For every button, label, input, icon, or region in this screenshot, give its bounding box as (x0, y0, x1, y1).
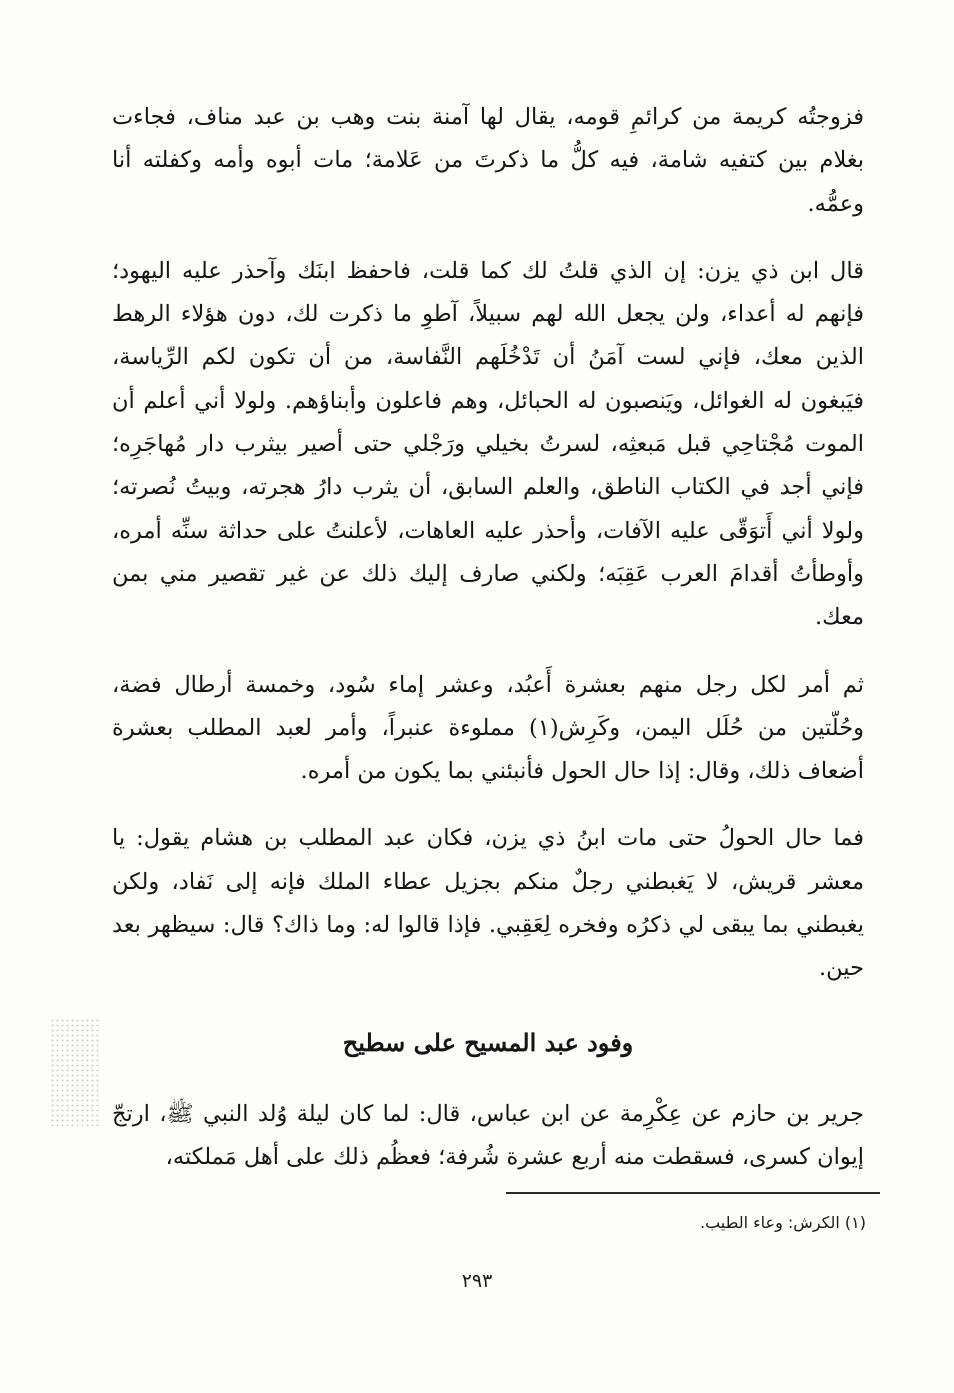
paragraph-2: قال ابن ذي يزن: إن الذي قلتُ لك كما قلت، فاحفظ ابنَك وآحذر عليه اليهود؛ فإنهم له أعداء، ولن يجعل الله لهم سبيلاً، آطوِ ما ذكرت لك، دون هؤلاء الرهط الذين معك، فإني لست آمَنُ أن تَدْخُلَهم النَّفاسة، من أن تكون لكم الرِّياسة، فيَبغون له الغوائل، ويَنصبون له الحبائل، وهم فاعلون وأبناؤهم. ولولا أني أعلم أن الموت مُجْتاحِي قبل مَبعثِه، لسرتُ بخيلي ورَجْلي حتى أصير بيثرب دار مُهاجَرِه؛ فإني أجد في الكتاب الناطق، والعلم السابق، أن يثرب دارُ هجرته، وبيتُ نُصرته؛ ولولا أني أَتوَقّى عليه الآفات، وأحذر عليه العاهات، لأعلنتُ على حداثة سنِّه أمره، وأوطأتُ أقدامَ العرب عَقِبَه؛ ولكني صارف إليك ذلك عن غير تقصير مني بمن معك. (112, 257, 864, 631)
main-text (112, 96, 864, 1179)
footnote-divider (506, 1192, 880, 1194)
footnote: (١) الكرش: وعاء الطيب. (700, 1213, 866, 1232)
paper-speckle (50, 1018, 100, 1126)
paragraph-1: فزوجتُه كريمة من كرائمِ قومه، يقال لها آمنة بنت وهب بن عبد مناف، فجاءت بغلام بين كتفيه شامة، فيه كلُّ ما ذكرتَ من عَلامة؛ مات أبوه وأمه وكفلته أنا وعمُّه. (112, 104, 864, 217)
section-paragraph: جرير بن حازم عن عِكْرِمة عن ابن عباس، قال: لما كان ليلة وُلد النبي ﷺ، ارتجّ إيوان كسرى، فسقطت منه أربع عشرة شُرفة؛ فعظُم ذلك على أهل مَملكته، (112, 1100, 864, 1170)
paragraph-4: فما حال الحولُ حتى مات ابنُ ذي يزن، فكان عبد المطلب بن هشام يقول: يا معشر قريش، لا يَغبطني رجلٌ منكم بجزيل عطاء الملك فإنه إلى نَفاد، ولكن يغبطني بما يبقى لي ذكرُه وفخره لِعَقِبي. فإذا قالوا له: وما ذاك؟ قال: سيظهر بعد حين. (112, 825, 864, 982)
page-number: ٢٩٣ (461, 1270, 493, 1292)
section-heading: وفود عبد المسيح على سطيح (342, 1027, 634, 1057)
paragraph-3: ثم أمر لكل رجل منهم بعشرة أَعبُد، وعشر إماء سُود، وخمسة أرطال فضة، وحُلّتين من حُلَل اليمن، وكَرِش(١) مملوءة عنبراً، وأمر لعبد المطلب بعشرة أضعاف ذلك، وقال: إذا حال الحول فأنبئني بما يكون من أمره. (112, 671, 864, 785)
